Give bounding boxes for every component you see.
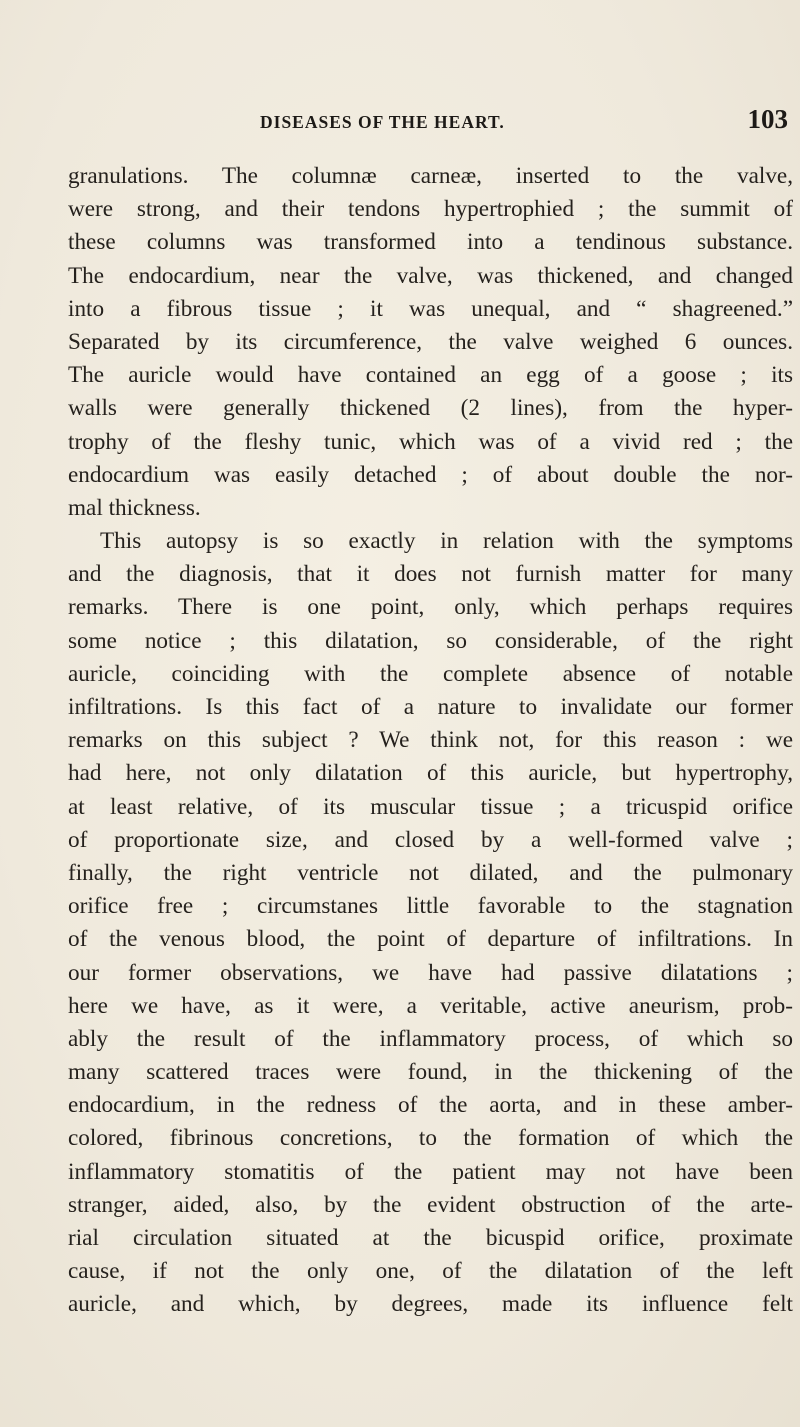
text-line: some notice ; this dilatation, so considerable, of the right <box>68 627 793 654</box>
text-line: of the venous blood, the point of departure of infiltrations. In <box>68 926 793 953</box>
text-line: of proportionate size, and closed by a well-formed valve ; <box>68 826 793 853</box>
text-line: and the diagnosis, that it does not furnish matter for many <box>68 561 793 588</box>
text-line: infiltrations. Is this fact of a nature to invalidate our former <box>68 694 793 720</box>
text-line: these columns was transformed into a tendinous substance. <box>68 229 793 256</box>
text-line: granulations. The columnæ carneæ, inserted to the valve, <box>68 163 793 189</box>
text-line: at least relative, of its muscular tissue ; a tricuspid orifice <box>68 793 793 820</box>
text-line: many scattered traces were found, in the thickening of the <box>68 1059 793 1086</box>
text-line: stranger, aided, also, by the evident obstruction of the arte- <box>68 1191 793 1218</box>
text-line: auricle, coinciding with the complete absence of notable <box>68 660 793 687</box>
text-line: were strong, and their tendons hypertrophied ; the summit of <box>68 196 793 223</box>
text-line: mal thickness. <box>68 494 201 521</box>
text-line: rial circulation situated at the bicuspid orifice, proximate <box>68 1225 793 1251</box>
text-line: finally, the right ventricle not dilated, and the pulmonary <box>68 859 793 886</box>
text-line: cause, if not the only one, of the dilatation of the left <box>68 1258 793 1285</box>
text-line: The endocardium, near the valve, was thickened, and changed <box>68 262 793 289</box>
text-line: trophy of the fleshy tunic, which was of a vivid red ; the <box>68 428 793 455</box>
text-line: Separated by its circumference, the valve weighed 6 ounces. <box>68 328 793 355</box>
text-line: The auricle would have contained an egg of a goose ; its <box>68 362 793 389</box>
page-header <box>68 104 788 144</box>
text-line: inflammatory stomatitis of the patient may not have been <box>68 1158 793 1185</box>
text-line: here we have, as it were, a veritable, active aneurism, prob- <box>68 992 793 1019</box>
text-line: ably the result of the inflammatory process, of which so <box>68 1025 793 1052</box>
text-line: walls were generally thickened (2 lines), from the hyper- <box>68 395 793 422</box>
text-line: endocardium was easily detached ; of about double the nor- <box>68 461 793 488</box>
text-line: had here, not only dilatation of this auricle, but hypertrophy, <box>68 760 793 787</box>
text-line: our former observations, we have had passive dilatations ; <box>68 959 793 986</box>
text-line: remarks on this subject ? We think not, for this reason : we <box>68 727 793 754</box>
text-line: colored, fibrinous concretions, to the formation of which the <box>68 1125 793 1152</box>
text-line: endocardium, in the redness of the aorta, and in these amber- <box>68 1092 793 1119</box>
running-head: DISEASES OF THE HEART. <box>260 112 505 132</box>
text-line: remarks. There is one point, only, which perhaps requires <box>68 594 793 621</box>
body-text <box>68 160 793 1322</box>
text-line: auricle, and which, by degrees, made its influence felt <box>68 1291 793 1318</box>
text-line: This autopsy is so exactly in relation with the symptoms <box>100 528 793 555</box>
text-line: into a fibrous tissue ; it was unequal, and “ shagreened.” <box>68 295 793 322</box>
text-line: orifice free ; circumstanes little favorable to the stagnation <box>68 893 793 920</box>
page-number: 103 <box>747 104 788 134</box>
